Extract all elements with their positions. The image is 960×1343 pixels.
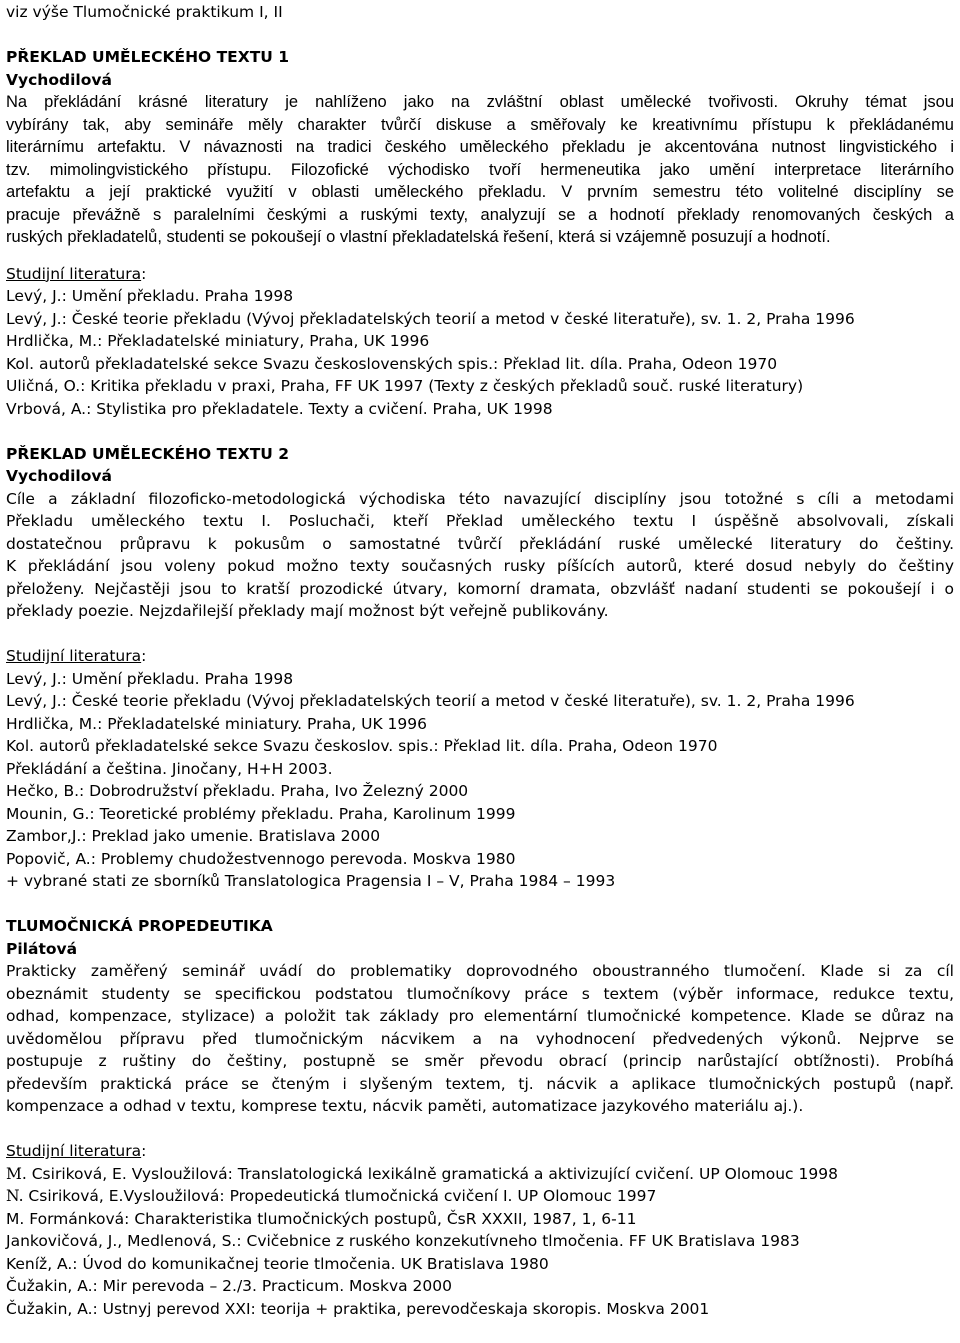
description-line: především praktická práce se čteným i slyšeným textem, tj. nácvik a aplikace tlumočnických postupů (např.	[6, 1074, 954, 1093]
literature-colon: :	[141, 1142, 147, 1160]
section-title: PŘEKLAD UMĚLECKÉHO TEXTU 2	[6, 444, 290, 463]
description-line: postupuje z ruštiny do češtiny, postupně se směr převodu obrací (princip narůstající obtížnosti). Probíhá	[6, 1052, 954, 1070]
description-line: uvědomělou přípravu před tlumočnickým nácvikem a na vyhodnocení předvedených výkonů. Nejprve se	[6, 1029, 954, 1048]
description-line: Cíle a základní filozoficko-metodologická východiska této navazující disciplíny jsou totožné s cíli a metodami	[6, 489, 954, 508]
section-preklad-2	[6, 443, 954, 893]
literature-item: Čužakin, A.: Mir perevoda – 2./3. Practicum. Moskva 2000	[6, 1277, 452, 1295]
literature-colon: :	[141, 264, 147, 283]
description-line: odhad, kompenzace, stylizace) a položit tak základy pro elementární tlumočnické kompetence. Klade se důraz na	[6, 1007, 954, 1025]
description-line: kompenzace a odhad v textu, komprese textu, nácvik paměti, automatizace jazykového materiálu aj.).	[6, 1097, 804, 1115]
description-line: přeloženy. Nejčastěji jsou to kratší prozodické útvary, komorní dramata, obzvlášť nadaní studenti se pokoušejí i o	[6, 579, 954, 598]
spacer	[6, 893, 954, 916]
description-line: Překladu uměleckého textu I. Posluchači, kteří Překlad uměleckého textu I úspěšně absolvovali, získali	[6, 512, 954, 530]
section-teacher: Vychodilová	[6, 70, 112, 89]
section-title: TLUMOČNICKÁ PROPEDEUTIKA	[6, 917, 273, 935]
literature-text: Csiriková, E. Vysloužilová: Translatologická lexikálně gramatická a aktivizující cvičení. UP Olomouc 1998	[26, 1164, 838, 1183]
description-line: Prakticky zaměřený seminář uvádí do problematiky doprovodného oboustranného tlumočení. Klade si za cíl	[6, 962, 954, 980]
section-propedeutika	[6, 915, 954, 1320]
description-line: pracuje převážně s paralelními českými a ruskými texty, analyzují se a hodnotí překlady renomovaných českých a	[6, 205, 954, 224]
literature-item: M. Formánková: Charakteristika tlumočnických postupů, ČsR XXXII, 1987, 1, 6-11	[6, 1209, 637, 1228]
literature-label: Studijní literatura	[6, 647, 142, 665]
section-preklad-1	[6, 46, 954, 420]
spacer	[6, 623, 954, 646]
literature-item: Mounin, G.: Teoretické problémy překladu. Praha, Karolinum 1999	[6, 804, 516, 823]
literature-item: Hrdlička, M.: Překladatelské miniatury. Praha, UK 1996	[6, 714, 428, 733]
description-line: překlady poezie. Nejzdařilejší překlady mají možnost být veřejně publikovány.	[6, 602, 609, 620]
description-line: artefaktu a její praktické využití v oblasti uměleckého překladu. V prvním semestru této volitelné disciplíny se	[6, 183, 954, 201]
literature-item	[6, 1185, 954, 1208]
section-title: PŘEKLAD UMĚLECKÉHO TEXTU 1	[6, 48, 290, 66]
spacer	[6, 1118, 954, 1141]
description-line: vybírány tak, aby semináře měly charakter tvůrčí diskuse a směřovaly ke kreativnímu přístupu k překládanému	[6, 115, 954, 134]
literature-item: Překládání a čeština. Jinočany, H+H 2003.	[6, 759, 333, 778]
literature-heading	[6, 1140, 954, 1163]
description-line: tzv. mimolingvistického přístupu. Filozofické východisko tvoří hermeneutika jako umění interpretace literárního	[6, 160, 954, 179]
literature-item: Levý, J.: Umění překladu. Praha 1998	[6, 669, 294, 688]
literature-item: Levý, J.: České teorie překladu (Vývoj překladatelských teorií a metod v české literatuře), sv. 1. 2, Praha 1996	[6, 692, 855, 710]
section-description	[6, 488, 954, 623]
literature-item: Hrdlička, M.: Překladatelské miniatury, Praha, UK 1996	[6, 332, 430, 350]
literature-item: Popovič, A.: Problemy chudožestvennogo perevoda. Moskva 1980	[6, 849, 516, 868]
description-line: dostatečnou průpravu k pokusům o samostatné tvůrčí překládání ruské umělecké literatury do češtiny.	[6, 534, 954, 553]
list-marker: M.	[6, 1164, 27, 1183]
literature-text: Csiriková, E.Vysloužilová: Propedeutická tlumočnická cvičení I. UP Olomouc 1997	[23, 1187, 657, 1205]
section-description	[6, 91, 954, 249]
literature-item	[6, 1163, 954, 1186]
literature-item: Jankovičová, J., Medlenová, S.: Cvičebnice z ruského konzekutívneho tlmočenia. FF UK Bratislava 1983	[6, 1232, 800, 1250]
literature-heading	[6, 263, 954, 286]
literature-label: Studijní literatura	[6, 1142, 142, 1160]
literature-colon: :	[141, 647, 147, 665]
literature-item: Kol. autorů překladatelské sekce Svazu českoslov. spis.: Překlad lit. díla. Praha, Odeon 1970	[6, 737, 718, 755]
section-teacher: Pilátová	[6, 939, 78, 958]
section-description	[6, 960, 954, 1118]
description-line: ruských překladatelů, studenti se pokoušejí o vlastní překladatelská řešení, která si vzájemně posuzují a hodnotí.	[6, 228, 831, 246]
description-line: K překládání jsou voleny pokud možno texty současných rusky píšících autorů, které dosud nebyly do češtiny	[6, 557, 954, 575]
literature-item: Levý, J.: České teorie překladu (Vývoj překladatelských teorií a metod v české literatuře), sv. 1. 2, Praha 1996	[6, 309, 855, 328]
literature-item: Levý, J.: Umění překladu. Praha 1998	[6, 287, 294, 305]
section-teacher: Vychodilová	[6, 467, 112, 485]
description-line: obeznámit studenty se specifickou podstatou tlumočníkovy práce s textem (výběr informace, redukce textu,	[6, 984, 954, 1003]
list-marker: N.	[6, 1187, 24, 1205]
literature-item: Čužakin, A.: Ustnyj perevod XXI: teorija + praktika, perevodčeskaja skoropis. Moskva 2001	[6, 1299, 710, 1318]
description-line: Na překládání krásné literatury je nahlíženo jako na zvláštní oblast umělecké tvořivosti. Okruhy témat jsou	[6, 93, 954, 111]
spacer	[6, 249, 954, 263]
literature-item: Hečko, B.: Dobrodružství překladu. Praha, Ivo Železný 2000	[6, 782, 469, 800]
description-line: literárnímu artefaktu. V návaznosti na tradici českého uměleckého překladu je akcentována nutnost lingvistického i	[6, 138, 954, 156]
literature-item: + vybrané stati ze sborníků Translatologica Pragensia I – V, Praha 1984 – 1993	[6, 872, 616, 890]
literature-item: Kol. autorů překladatelské sekce Svazu československých spis.: Překlad lit. díla. Praha, Odeon 1970	[6, 354, 778, 373]
literature-item: Zambor,J.: Preklad jako umenie. Bratislava 2000	[6, 827, 381, 845]
literature-item: Uličná, O.: Kritika překladu v praxi, Praha, FF UK 1997 (Texty z českých překladů souč. ruské literatury)	[6, 377, 804, 395]
document-page	[6, 1, 954, 1320]
literature-item: Vrbová, A.: Stylistika pro překladatele. Texty a cvičení. Praha, UK 1998	[6, 399, 553, 418]
literature-heading	[6, 645, 954, 668]
header-note: viz výše Tlumočnické praktikum I, II	[6, 3, 283, 21]
literature-item: Keníž, A.: Úvod do komunikačnej teorie tlmočenia. UK Bratislava 1980	[6, 1254, 549, 1273]
spacer	[6, 420, 954, 443]
literature-label: Studijní literatura	[6, 264, 142, 283]
spacer	[6, 24, 954, 47]
